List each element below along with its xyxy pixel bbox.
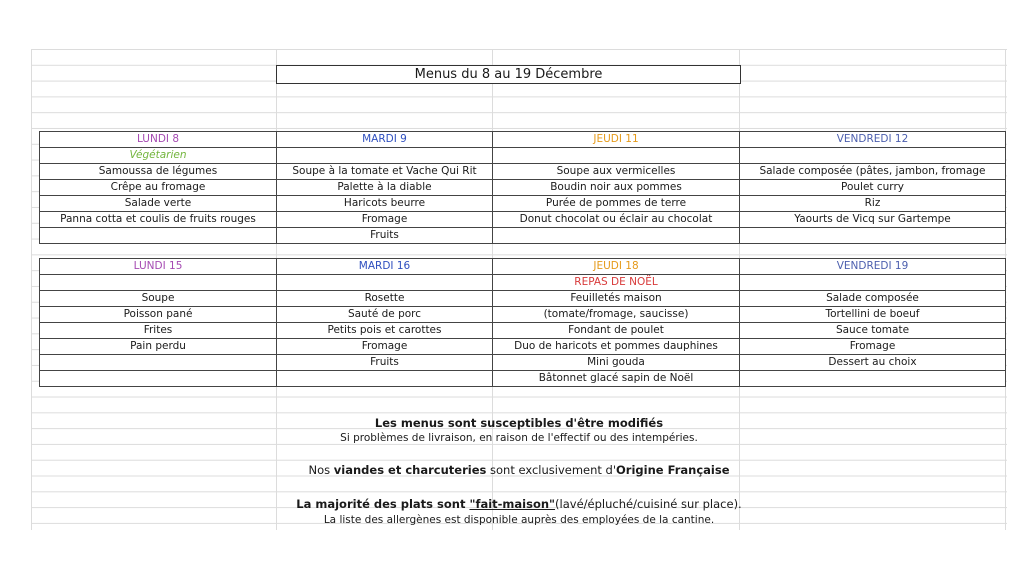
- table-cell: [40, 371, 277, 387]
- table-row: [40, 307, 1006, 323]
- table-cell: Duo de haricots et pommes dauphines: [493, 339, 740, 355]
- note-homemade-part: La majorité des plats sont: [296, 497, 470, 511]
- table-cell: Salade composée (pâtes, jambon, fromage: [740, 164, 1006, 180]
- table-cell: [277, 275, 493, 291]
- table-cell: [740, 228, 1006, 244]
- table-row: [40, 212, 1006, 228]
- day-header-tuesday: MARDI 9: [277, 132, 493, 148]
- spreadsheet-grid: [31, 49, 1007, 530]
- table-cell: [740, 275, 1006, 291]
- table-cell: Purée de pommes de terre: [493, 196, 740, 212]
- table-cell: Rosette: [277, 291, 493, 307]
- table-cell: Samoussa de légumes: [40, 164, 277, 180]
- table-cell: [493, 148, 740, 164]
- table-cell: Panna cotta et coulis de fruits rouges: [40, 212, 277, 228]
- note-modifications: [31, 416, 1007, 430]
- table-cell: Riz: [740, 196, 1006, 212]
- note-homemade: [31, 497, 1007, 511]
- note-homemade-detail: (lavé/épluché/cuisiné sur place).: [555, 497, 742, 511]
- table-cell: Fromage: [277, 212, 493, 228]
- table-cell: Haricots beurre: [277, 196, 493, 212]
- table-header-row: [40, 132, 1006, 148]
- note-modifications-text: Les menus sont susceptibles d'être modifiés: [374, 416, 664, 430]
- note-origin-part: Nos: [308, 463, 334, 477]
- table-cell: Donut chocolat ou éclair au chocolat: [493, 212, 740, 228]
- table-cell: Tortellini de boeuf: [740, 307, 1006, 323]
- note-origin: [31, 463, 1007, 477]
- table-cell: Fruits: [277, 355, 493, 371]
- table-cell: Fruits: [277, 228, 493, 244]
- table-cell: [277, 148, 493, 164]
- table-row: [40, 180, 1006, 196]
- christmas-meal-label: REPAS DE NOËL: [493, 275, 740, 291]
- table-cell: Boudin noir aux pommes: [493, 180, 740, 196]
- table-cell: [40, 355, 277, 371]
- table-cell: Bâtonnet glacé sapin de Noël: [493, 371, 740, 387]
- table-cell: Poulet curry: [740, 180, 1006, 196]
- table-cell: [40, 228, 277, 244]
- table-cell: Yaourts de Vicq sur Gartempe: [740, 212, 1006, 228]
- table-cell: Feuilletés maison: [493, 291, 740, 307]
- note-origin-part: sont exclusivement d': [486, 463, 617, 477]
- table-cell: Soupe: [40, 291, 277, 307]
- table-row: [40, 371, 1006, 387]
- table-cell: Frites: [40, 323, 277, 339]
- table-cell: Salade composée: [740, 291, 1006, 307]
- table-cell: Soupe à la tomate et Vache Qui Rit: [277, 164, 493, 180]
- table-cell: [277, 371, 493, 387]
- table-header-row: [40, 259, 1006, 275]
- table-cell: Fondant de poulet: [493, 323, 740, 339]
- note-allergens: La liste des allergènes est disponible auprès des employées de la cantine.: [323, 514, 715, 526]
- table-cell: Sauce tomate: [740, 323, 1006, 339]
- table-row: [40, 339, 1006, 355]
- table-cell: Pain perdu: [40, 339, 277, 355]
- table-row: [40, 291, 1006, 307]
- table-row: [40, 355, 1006, 371]
- day-header-friday: VENDREDI 12: [740, 132, 1006, 148]
- table-cell: Dessert au choix: [740, 355, 1006, 371]
- table-row: [40, 275, 1006, 291]
- table-cell: Salade verte: [40, 196, 277, 212]
- table-cell: Palette à la diable: [277, 180, 493, 196]
- day-header-thursday: JEUDI 18: [493, 259, 740, 275]
- note-origin-meats: viandes et charcuteries: [333, 463, 487, 477]
- table-row: [40, 196, 1006, 212]
- day-header-friday: VENDREDI 19: [740, 259, 1006, 275]
- table-row: [40, 164, 1006, 180]
- table-cell: Crêpe au fromage: [40, 180, 277, 196]
- table-cell: [740, 148, 1006, 164]
- table-row: [40, 228, 1006, 244]
- table-cell: [740, 371, 1006, 387]
- note-delivery: Si problèmes de livraison, en raison de l'effectif ou des intempéries.: [340, 432, 698, 444]
- note-origin-french: Origine Française: [616, 463, 730, 477]
- table-cell: [40, 275, 277, 291]
- menu-table-week2: [39, 258, 1006, 387]
- table-cell: (tomate/fromage, saucisse): [493, 307, 740, 323]
- day-header-thursday: JEUDI 11: [493, 132, 740, 148]
- day-header-monday: LUNDI 15: [40, 259, 277, 275]
- table-cell: Mini gouda: [493, 355, 740, 371]
- table-cell: Fromage: [740, 339, 1006, 355]
- table-cell: Poisson pané: [40, 307, 277, 323]
- vegetarian-label: Végétarien: [40, 148, 277, 164]
- table-cell: Sauté de porc: [277, 307, 493, 323]
- table-cell: Petits pois et carottes: [277, 323, 493, 339]
- table-row: [40, 323, 1006, 339]
- menu-table-week1: [39, 131, 1006, 244]
- day-header-monday: LUNDI 8: [40, 132, 277, 148]
- page-title: Menus du 8 au 19 Décembre: [276, 65, 741, 84]
- note-homemade-emphasis: "fait-maison": [469, 497, 556, 511]
- table-cell: Fromage: [277, 339, 493, 355]
- table-cell: Soupe aux vermicelles: [493, 164, 740, 180]
- day-header-tuesday: MARDI 16: [277, 259, 493, 275]
- table-cell: [493, 228, 740, 244]
- table-row: [40, 148, 1006, 164]
